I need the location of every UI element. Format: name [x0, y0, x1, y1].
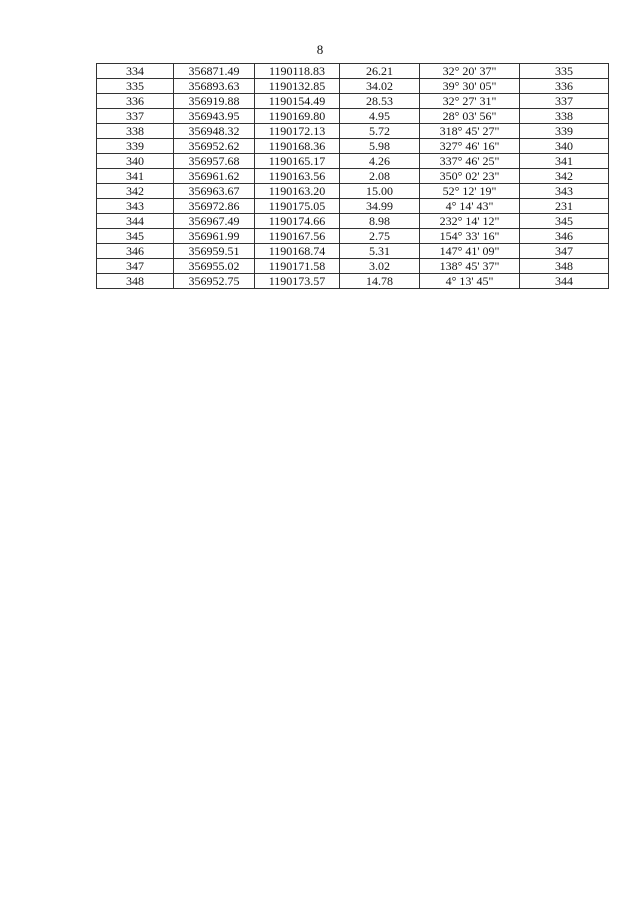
y-coordinate-cell: 1190169.80	[255, 109, 340, 124]
distance-cell: 5.98	[340, 139, 420, 154]
table-row	[97, 214, 609, 229]
point-number-cell: 337	[97, 109, 174, 124]
y-coordinate-cell: 1190154.49	[255, 94, 340, 109]
bearing-cell: 138° 45' 37"	[420, 259, 520, 274]
y-coordinate-cell: 1190163.56	[255, 169, 340, 184]
point-number-cell: 339	[97, 139, 174, 154]
y-coordinate-cell: 1190173.57	[255, 274, 340, 289]
point-number-cell: 334	[97, 64, 174, 79]
next-point-cell: 344	[520, 274, 609, 289]
y-coordinate-cell: 1190168.36	[255, 139, 340, 154]
distance-cell: 26.21	[340, 64, 420, 79]
bearing-cell: 350° 02' 23"	[420, 169, 520, 184]
distance-cell: 15.00	[340, 184, 420, 199]
point-number-cell: 348	[97, 274, 174, 289]
bearing-cell: 154° 33' 16"	[420, 229, 520, 244]
bearing-cell: 32° 27' 31"	[420, 94, 520, 109]
x-coordinate-cell: 356948.32	[174, 124, 255, 139]
point-number-cell: 344	[97, 214, 174, 229]
x-coordinate-cell: 356961.62	[174, 169, 255, 184]
next-point-cell: 337	[520, 94, 609, 109]
table-row	[97, 154, 609, 169]
point-number-cell: 341	[97, 169, 174, 184]
y-coordinate-cell: 1190163.20	[255, 184, 340, 199]
point-number-cell: 343	[97, 199, 174, 214]
x-coordinate-cell: 356963.67	[174, 184, 255, 199]
distance-cell: 3.02	[340, 259, 420, 274]
y-coordinate-cell: 1190165.17	[255, 154, 340, 169]
distance-cell: 34.99	[340, 199, 420, 214]
x-coordinate-cell: 356961.99	[174, 229, 255, 244]
next-point-cell: 342	[520, 169, 609, 184]
x-coordinate-cell: 356943.95	[174, 109, 255, 124]
distance-cell: 4.95	[340, 109, 420, 124]
next-point-cell: 335	[520, 64, 609, 79]
bearing-cell: 327° 46' 16"	[420, 139, 520, 154]
next-point-cell: 341	[520, 154, 609, 169]
y-coordinate-cell: 1190174.66	[255, 214, 340, 229]
coordinates-table	[96, 63, 609, 289]
table-row	[97, 244, 609, 259]
distance-cell: 5.72	[340, 124, 420, 139]
table-row	[97, 184, 609, 199]
table-row	[97, 199, 609, 214]
bearing-cell: 337° 46' 25"	[420, 154, 520, 169]
next-point-cell: 346	[520, 229, 609, 244]
y-coordinate-cell: 1190168.74	[255, 244, 340, 259]
x-coordinate-cell: 356972.86	[174, 199, 255, 214]
distance-cell: 2.08	[340, 169, 420, 184]
point-number-cell: 347	[97, 259, 174, 274]
point-number-cell: 335	[97, 79, 174, 94]
bearing-cell: 318° 45' 27"	[420, 124, 520, 139]
table-row	[97, 259, 609, 274]
x-coordinate-cell: 356919.88	[174, 94, 255, 109]
point-number-cell: 346	[97, 244, 174, 259]
bearing-cell: 4° 13' 45"	[420, 274, 520, 289]
bearing-cell: 52° 12' 19"	[420, 184, 520, 199]
x-coordinate-cell: 356959.51	[174, 244, 255, 259]
distance-cell: 2.75	[340, 229, 420, 244]
table-row	[97, 94, 609, 109]
point-number-cell: 342	[97, 184, 174, 199]
table-row	[97, 229, 609, 244]
bearing-cell: 232° 14' 12"	[420, 214, 520, 229]
y-coordinate-cell: 1190167.56	[255, 229, 340, 244]
x-coordinate-cell: 356871.49	[174, 64, 255, 79]
y-coordinate-cell: 1190132.85	[255, 79, 340, 94]
next-point-cell: 343	[520, 184, 609, 199]
table-row	[97, 139, 609, 154]
bearing-cell: 147° 41' 09"	[420, 244, 520, 259]
point-number-cell: 338	[97, 124, 174, 139]
x-coordinate-cell: 356893.63	[174, 79, 255, 94]
table-row	[97, 124, 609, 139]
table-row	[97, 169, 609, 184]
distance-cell: 5.31	[340, 244, 420, 259]
y-coordinate-cell: 1190118.83	[255, 64, 340, 79]
next-point-cell: 338	[520, 109, 609, 124]
distance-cell: 8.98	[340, 214, 420, 229]
table-body	[97, 64, 609, 289]
distance-cell: 4.26	[340, 154, 420, 169]
point-number-cell: 340	[97, 154, 174, 169]
next-point-cell: 231	[520, 199, 609, 214]
next-point-cell: 339	[520, 124, 609, 139]
x-coordinate-cell: 356967.49	[174, 214, 255, 229]
bearing-cell: 32° 20' 37"	[420, 64, 520, 79]
point-number-cell: 345	[97, 229, 174, 244]
x-coordinate-cell: 356957.68	[174, 154, 255, 169]
page-number: 8	[316, 42, 324, 57]
y-coordinate-cell: 1190172.13	[255, 124, 340, 139]
x-coordinate-cell: 356955.02	[174, 259, 255, 274]
distance-cell: 34.02	[340, 79, 420, 94]
point-number-cell: 336	[97, 94, 174, 109]
next-point-cell: 348	[520, 259, 609, 274]
next-point-cell: 345	[520, 214, 609, 229]
bearing-cell: 39° 30' 05"	[420, 79, 520, 94]
table-row	[97, 64, 609, 79]
y-coordinate-cell: 1190175.05	[255, 199, 340, 214]
next-point-cell: 336	[520, 79, 609, 94]
bearing-cell: 4° 14' 43"	[420, 199, 520, 214]
distance-cell: 28.53	[340, 94, 420, 109]
y-coordinate-cell: 1190171.58	[255, 259, 340, 274]
x-coordinate-cell: 356952.62	[174, 139, 255, 154]
bearing-cell: 28° 03' 56"	[420, 109, 520, 124]
table-row	[97, 274, 609, 289]
next-point-cell: 347	[520, 244, 609, 259]
table-row	[97, 109, 609, 124]
next-point-cell: 340	[520, 139, 609, 154]
table-row	[97, 79, 609, 94]
distance-cell: 14.78	[340, 274, 420, 289]
x-coordinate-cell: 356952.75	[174, 274, 255, 289]
